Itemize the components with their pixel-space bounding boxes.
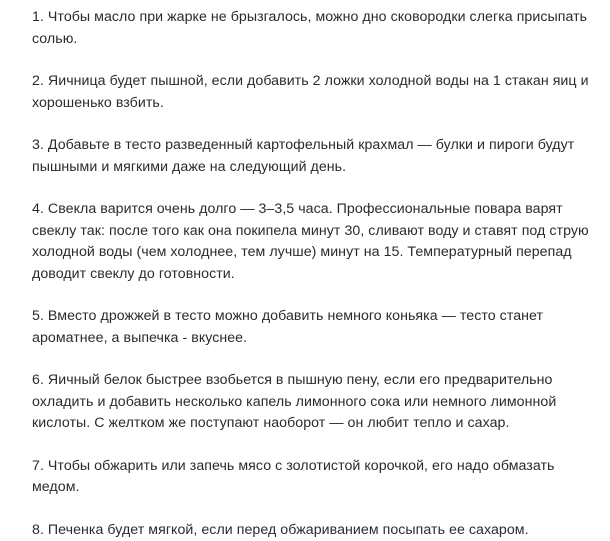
- tip-2: 2. Яичница будет пышной, если добавить 2 ложки холодной воды на 1 стакан яиц и хорошенько взбить.: [32, 71, 602, 114]
- tip-8: 8. Печенка будет мягкой, если перед обжариванием посыпать ее сахаром.: [32, 520, 602, 541]
- tip-1: 1. Чтобы масло при жарке не брызгалось, можно дно сковородки слегка присыпать солью.: [32, 7, 602, 50]
- tip-3: 3. Добавьте в тесто разведенный картофельный крахмал — булки и пироги будут пышными и мягкими даже на следующий день.: [32, 135, 602, 178]
- tip-6: 6. Яичный белок быстрее взобьется в пышную пену, если его предварительно охладить и добавить несколько капель лимонного сока или немного лимонной кислоты. С желтком же поступают наоборот — он любит тепло и сахар.: [32, 370, 602, 435]
- tips-list: [32, 7, 602, 541]
- tip-5: 5. Вместо дрожжей в тесто можно добавить немного коньяка — тесто станет ароматнее, а выпечка - вкуснее.: [32, 306, 602, 349]
- tip-7: 7. Чтобы обжарить или запечь мясо с золотистой корочкой, его надо обмазать медом.: [32, 456, 602, 499]
- tip-4: 4. Свекла варится очень долго — 3–3,5 часа. Профессиональные повара варят свеклу так: после того как она покипела минут 30, сливают воду и ставят под струю холодной воды (чем холоднее, тем лучше) минут на 15. Температурный перепад доводит свеклу до готовности.: [32, 199, 602, 285]
